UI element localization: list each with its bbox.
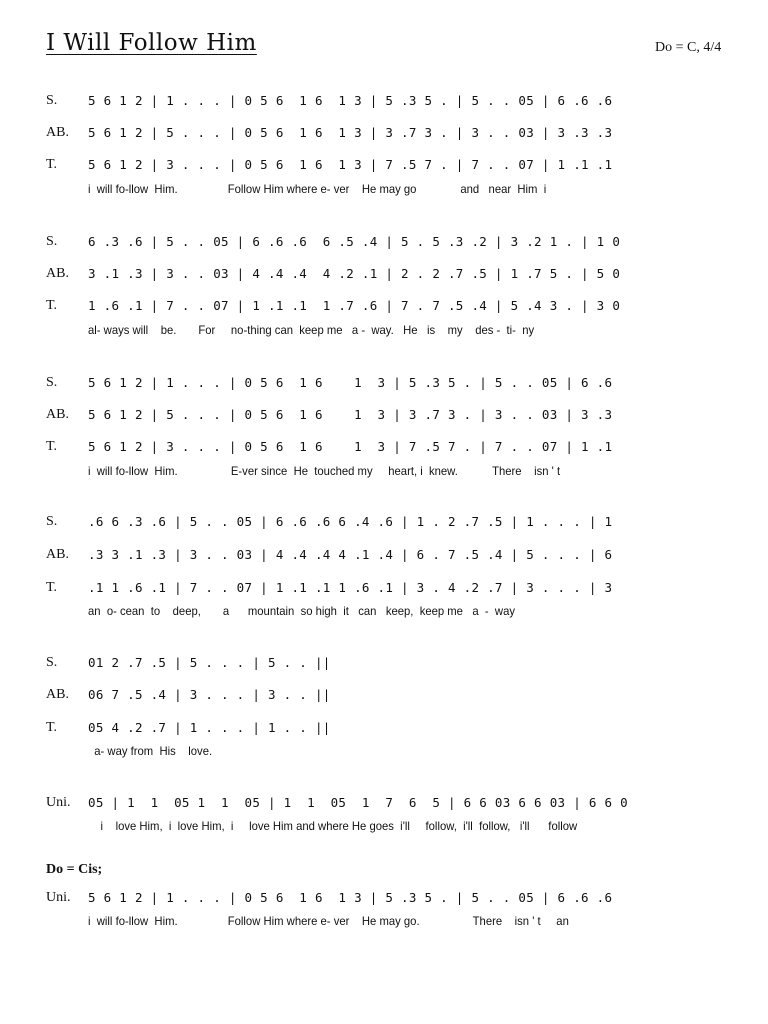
notes: .1 1 .6 .1 | 7 . . 07 | 1 .1 .1 1 .6 .1 | 3 . 4 .2 .7 | 3 . . . | 3 bbox=[88, 580, 706, 595]
lyrics-line: i will fo-llow Him. Follow Him where e- ver He may go and near Him i bbox=[88, 182, 547, 196]
part-label: T. bbox=[46, 157, 58, 172]
lyrics-line: an o- cean to deep, a mountain so high it can keep, keep me a - way bbox=[88, 604, 515, 618]
part-label: S. bbox=[46, 514, 58, 529]
lyrics-line: a- way from His love. bbox=[88, 744, 213, 758]
notes: 06 7 .5 .4 | 3 . . . | 3 . . || bbox=[88, 687, 706, 702]
lyrics-line: al- ways will be. For no-thing can keep me a - way. He is my des - ti- ny bbox=[88, 323, 535, 337]
notes: 1 .6 .1 | 7 . . 07 | 1 .1 .1 1 .7 .6 | 7 . 7 .5 .4 | 5 .4 3 . | 3 0 bbox=[88, 298, 706, 313]
notes: 5 6 1 2 | 1 . . . | 0 5 6 1 6 1 3 | 5 .3 5 . | 5 . . 05 | 6 .6 .6 bbox=[88, 890, 706, 905]
staff-line-alto-baritone bbox=[0, 407, 768, 423]
staff-line-alto-baritone bbox=[0, 266, 768, 282]
staff-line-alto-baritone bbox=[0, 125, 768, 141]
staff-line-soprano bbox=[0, 514, 768, 530]
part-label: AB. bbox=[46, 407, 69, 422]
staff-line-alto-baritone bbox=[0, 547, 768, 563]
staff-line-tenor bbox=[0, 580, 768, 596]
part-label: T. bbox=[46, 720, 58, 735]
lyrics-line: i love Him, i love Him, i love Him and where He goes i'll follow, i'll follow, i'll follow bbox=[88, 819, 578, 833]
part-label: T. bbox=[46, 580, 58, 595]
lyrics-line: i will fo-llow Him. E-ver since He touched my heart, i knew. There isn ' t bbox=[88, 464, 561, 478]
staff-line-unison bbox=[0, 795, 768, 811]
part-label: T. bbox=[46, 439, 58, 454]
notes: 5 6 1 2 | 5 . . . | 0 5 6 1 6 1 3 | 3 .7 3 . | 3 . . 03 | 3 .3 .3 bbox=[88, 125, 706, 140]
staff-line-soprano bbox=[0, 93, 768, 109]
notes: 5 6 1 2 | 5 . . . | 0 5 6 1 6 1 3 | 3 .7 3 . | 3 . . 03 | 3 .3 bbox=[88, 407, 706, 422]
staff-line-tenor bbox=[0, 720, 768, 736]
part-label: AB. bbox=[46, 266, 69, 281]
part-label: AB. bbox=[46, 687, 69, 702]
notes: 5 6 1 2 | 1 . . . | 0 5 6 1 6 1 3 | 5 .3 5 . | 5 . . 05 | 6 .6 bbox=[88, 375, 706, 390]
notes: 05 | 1 1 05 1 1 05 | 1 1 05 1 7 6 5 | 6 6 03 6 6 03 | 6 6 0 bbox=[88, 795, 706, 810]
part-label: S. bbox=[46, 234, 58, 249]
staff-line-soprano bbox=[0, 375, 768, 391]
staff-line-tenor bbox=[0, 298, 768, 314]
notes: 5 6 1 2 | 3 . . . | 0 5 6 1 6 1 3 | 7 .5 7 . | 7 . . 07 | 1 .1 .1 bbox=[88, 157, 706, 172]
staff-line-soprano bbox=[0, 655, 768, 671]
part-label: T. bbox=[46, 298, 58, 313]
notes: 01 2 .7 .5 | 5 . . . | 5 . . || bbox=[88, 655, 706, 670]
song-title: I Will Follow Him bbox=[46, 30, 257, 56]
notes: 5 6 1 2 | 3 . . . | 0 5 6 1 6 1 3 | 7 .5 7 . | 7 . . 07 | 1 .1 bbox=[88, 439, 706, 454]
notes: 5 6 1 2 | 1 . . . | 0 5 6 1 6 1 3 | 5 .3 5 . | 5 . . 05 | 6 .6 .6 bbox=[88, 93, 706, 108]
part-label: S. bbox=[46, 655, 58, 670]
staff-line-unison bbox=[0, 890, 768, 906]
staff-line-alto-baritone bbox=[0, 687, 768, 703]
notes: .6 6 .3 .6 | 5 . . 05 | 6 .6 .6 6 .4 .6 | 1 . 2 .7 .5 | 1 . . . | 1 bbox=[88, 514, 706, 529]
part-label: S. bbox=[46, 375, 58, 390]
lyrics-line: i will fo-llow Him. Follow Him where e- ver He may go. There isn ' t an bbox=[88, 914, 569, 928]
notes: 3 .1 .3 | 3 . . 03 | 4 .4 .4 4 .2 .1 | 2 . 2 .7 .5 | 1 .7 5 . | 5 0 bbox=[88, 266, 706, 281]
key-change-heading: Do = Cis; bbox=[46, 862, 103, 877]
notes: 6 .3 .6 | 5 . . 05 | 6 .6 .6 6 .5 .4 | 5 . 5 .3 .2 | 3 .2 1 . | 1 0 bbox=[88, 234, 706, 249]
staff-line-tenor bbox=[0, 157, 768, 173]
staff-line-soprano bbox=[0, 234, 768, 250]
staff-line-tenor bbox=[0, 439, 768, 455]
notes: 05 4 .2 .7 | 1 . . . | 1 . . || bbox=[88, 720, 706, 735]
key-signature: Do = C, 4/4 bbox=[655, 40, 722, 55]
notes: .3 3 .1 .3 | 3 . . 03 | 4 .4 .4 4 .1 .4 | 6 . 7 .5 .4 | 5 . . . | 6 bbox=[88, 547, 706, 562]
part-label: S. bbox=[46, 93, 58, 108]
part-label: AB. bbox=[46, 125, 69, 140]
part-label: AB. bbox=[46, 547, 69, 562]
part-label: Uni. bbox=[46, 795, 71, 810]
part-label: Uni. bbox=[46, 890, 71, 905]
